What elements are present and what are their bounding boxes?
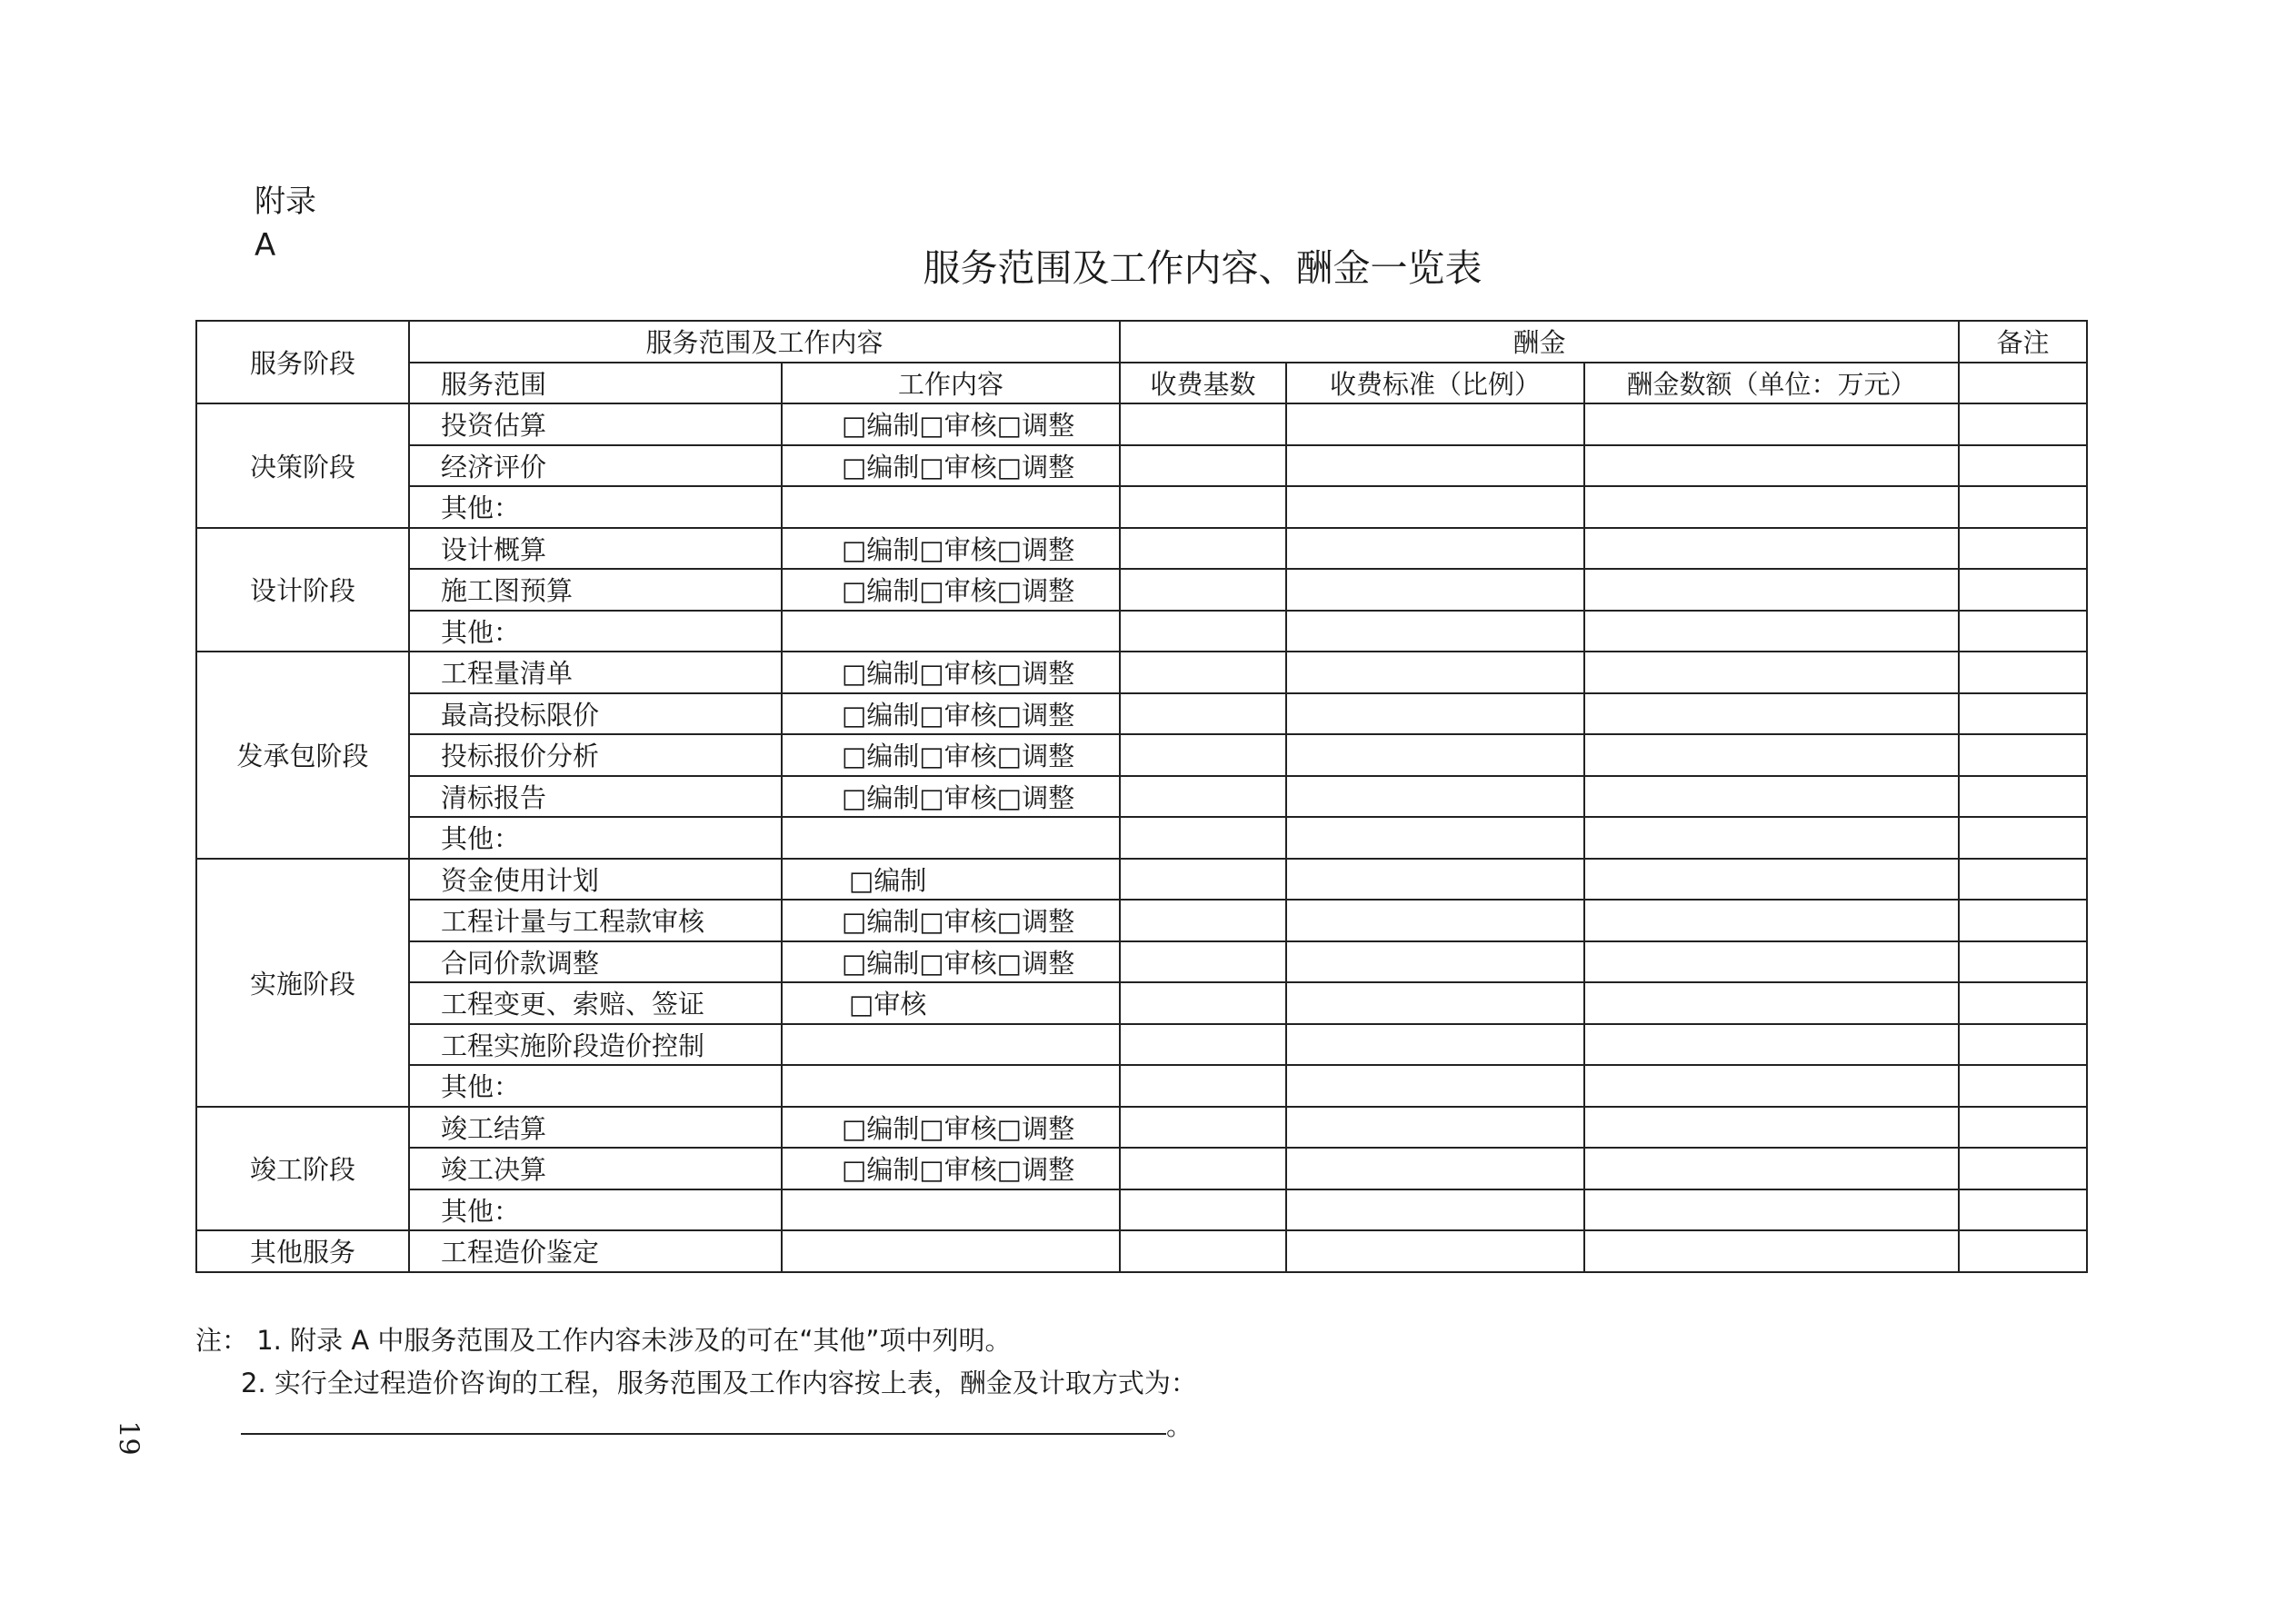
scope-cell: 资金使用计划 — [409, 859, 782, 901]
amount-cell[interactable] — [1584, 486, 1959, 528]
standard-cell[interactable] — [1286, 486, 1584, 528]
work-cell[interactable]: □编制□审核□调整 — [782, 652, 1120, 693]
amount-cell[interactable] — [1584, 1065, 1959, 1107]
amount-cell[interactable] — [1584, 900, 1959, 941]
standard-cell[interactable] — [1286, 611, 1584, 652]
fill-in-blank[interactable] — [241, 1408, 1166, 1435]
scope-cell: 其他： — [409, 611, 782, 652]
remark-cell[interactable] — [1959, 445, 2087, 487]
table-row — [196, 1107, 2087, 1149]
work-cell — [782, 1024, 1120, 1066]
table-row — [196, 1065, 2087, 1107]
base-cell[interactable] — [1120, 982, 1286, 1024]
base-cell[interactable] — [1120, 1024, 1286, 1066]
standard-cell[interactable] — [1286, 982, 1584, 1024]
remark-cell[interactable] — [1959, 528, 2087, 570]
table-row — [196, 1024, 2087, 1066]
base-cell[interactable] — [1120, 486, 1286, 528]
base-cell[interactable] — [1120, 941, 1286, 983]
fee-table-body — [196, 321, 2087, 1272]
notes — [195, 1319, 2104, 1448]
note-line-2 — [195, 1362, 2104, 1448]
base-cell[interactable] — [1120, 859, 1286, 901]
table-row — [196, 776, 2087, 818]
fee-table — [195, 320, 2088, 1273]
standard-cell[interactable] — [1286, 652, 1584, 693]
table-row — [196, 859, 2087, 901]
standard-cell[interactable] — [1286, 900, 1584, 941]
remark-cell[interactable] — [1959, 611, 2087, 652]
scope-cell: 施工图预算 — [409, 569, 782, 611]
amount-cell[interactable] — [1584, 569, 1959, 611]
scope-cell: 工程变更、索赔、签证 — [409, 982, 782, 1024]
base-cell[interactable] — [1120, 1189, 1286, 1231]
work-cell[interactable]: □编制□审核□调整 — [782, 445, 1120, 487]
base-cell[interactable] — [1120, 528, 1286, 570]
amount-cell[interactable] — [1584, 1230, 1959, 1272]
scope-cell: 合同价款调整 — [409, 941, 782, 983]
amount-cell[interactable] — [1584, 1189, 1959, 1231]
scope-cell: 投资估算 — [409, 403, 782, 445]
base-cell[interactable] — [1120, 817, 1286, 859]
work-cell[interactable]: □编制□审核□调整 — [782, 569, 1120, 611]
note-1: 1. 附录 A 中服务范围及工作内容未涉及的可在“其他”项中列明。 — [256, 1325, 1012, 1356]
stage-cell: 竣工阶段 — [196, 1107, 409, 1231]
note-2: 2. 实行全过程造价咨询的工程，服务范围及工作内容按上表，酬金及计取方式为： — [241, 1368, 1197, 1398]
standard-cell[interactable] — [1286, 941, 1584, 983]
amount-cell[interactable] — [1584, 445, 1959, 487]
work-cell[interactable]: □编制 — [782, 859, 1120, 901]
scope-cell: 最高投标限价 — [409, 693, 782, 735]
remark-cell[interactable] — [1959, 569, 2087, 611]
remark-cell[interactable] — [1959, 1024, 2087, 1066]
amount-cell[interactable] — [1584, 982, 1959, 1024]
remark-cell[interactable] — [1959, 982, 2087, 1024]
standard-cell[interactable] — [1286, 528, 1584, 570]
base-cell[interactable] — [1120, 900, 1286, 941]
work-cell[interactable]: □编制□审核□调整 — [782, 734, 1120, 776]
scope-cell: 其他： — [409, 1189, 782, 1231]
remark-cell[interactable] — [1959, 734, 2087, 776]
standard-cell[interactable] — [1286, 859, 1584, 901]
base-cell[interactable] — [1120, 776, 1286, 818]
remark-cell[interactable] — [1959, 652, 2087, 693]
work-cell — [782, 611, 1120, 652]
scope-cell: 清标报告 — [409, 776, 782, 818]
appendix-word: 附录 — [255, 184, 316, 220]
base-cell[interactable] — [1120, 1230, 1286, 1272]
work-cell — [782, 1065, 1120, 1107]
amount-cell[interactable] — [1584, 817, 1959, 859]
standard-cell[interactable] — [1286, 817, 1584, 859]
base-cell[interactable] — [1120, 445, 1286, 487]
work-cell[interactable]: □编制□审核□调整 — [782, 776, 1120, 818]
standard-cell[interactable] — [1286, 693, 1584, 735]
header-standard: 收费标准（比例） — [1286, 363, 1584, 404]
base-cell[interactable] — [1120, 611, 1286, 652]
remark-cell[interactable] — [1959, 1065, 2087, 1107]
remark-cell[interactable] — [1959, 693, 2087, 735]
table-row — [196, 1189, 2087, 1231]
table-row — [196, 403, 2087, 445]
base-cell[interactable] — [1120, 1065, 1286, 1107]
header-amount: 酬金数额（单位：万元） — [1584, 363, 1959, 404]
table-row — [196, 611, 2087, 652]
table-row — [196, 1148, 2087, 1189]
work-cell[interactable]: □编制□审核□调整 — [782, 900, 1120, 941]
table-row — [196, 445, 2087, 487]
standard-cell[interactable] — [1286, 1107, 1584, 1149]
base-cell[interactable] — [1120, 1148, 1286, 1189]
scope-cell: 工程量清单 — [409, 652, 782, 693]
standard-cell[interactable] — [1286, 776, 1584, 818]
standard-cell[interactable] — [1286, 403, 1584, 445]
stage-cell: 设计阶段 — [196, 528, 409, 652]
standard-cell[interactable] — [1286, 734, 1584, 776]
appendix-letter: A — [255, 227, 276, 264]
remark-cell[interactable] — [1959, 941, 2087, 983]
work-cell[interactable]: □编制□审核□调整 — [782, 403, 1120, 445]
scope-cell: 其他： — [409, 817, 782, 859]
amount-cell[interactable] — [1584, 1107, 1959, 1149]
amount-cell[interactable] — [1584, 1024, 1959, 1066]
remark-cell[interactable] — [1959, 403, 2087, 445]
amount-cell[interactable] — [1584, 941, 1959, 983]
table-row — [196, 652, 2087, 693]
note-2-end: 。 — [1166, 1410, 1193, 1441]
stage-cell: 实施阶段 — [196, 859, 409, 1107]
amount-cell[interactable] — [1584, 693, 1959, 735]
table-row — [196, 569, 2087, 611]
scope-cell: 其他： — [409, 486, 782, 528]
base-cell[interactable] — [1120, 693, 1286, 735]
work-cell[interactable]: □编制□审核□调整 — [782, 941, 1120, 983]
header-scope: 服务范围 — [409, 363, 782, 404]
note-label: 注： — [195, 1325, 249, 1356]
header-row-2 — [196, 363, 2087, 404]
work-cell — [782, 486, 1120, 528]
scope-cell: 竣工决算 — [409, 1148, 782, 1189]
table-row — [196, 486, 2087, 528]
amount-cell[interactable] — [1584, 528, 1959, 570]
scope-cell: 其他： — [409, 1065, 782, 1107]
scope-cell: 工程实施阶段造价控制 — [409, 1024, 782, 1066]
table-row — [196, 817, 2087, 859]
work-cell[interactable]: □编制□审核□调整 — [782, 1107, 1120, 1149]
work-cell[interactable]: □审核 — [782, 982, 1120, 1024]
header-fee-group: 酬金 — [1120, 321, 1959, 363]
page-number: 19 — [112, 1420, 145, 1456]
table-row — [196, 941, 2087, 983]
scope-cell: 竣工结算 — [409, 1107, 782, 1149]
table-row — [196, 734, 2087, 776]
scope-cell: 工程计量与工程款审核 — [409, 900, 782, 941]
amount-cell[interactable] — [1584, 403, 1959, 445]
table-row — [196, 1230, 2087, 1272]
remark-cell[interactable] — [1959, 859, 2087, 901]
standard-cell[interactable] — [1286, 1148, 1584, 1189]
remark-cell[interactable] — [1959, 1107, 2087, 1149]
scope-cell: 工程造价鉴定 — [409, 1230, 782, 1272]
remark-cell[interactable] — [1959, 776, 2087, 818]
header-stage: 服务阶段 — [196, 321, 409, 403]
amount-cell[interactable] — [1584, 1148, 1959, 1189]
stage-cell: 其他服务 — [196, 1230, 409, 1272]
standard-cell[interactable] — [1286, 445, 1584, 487]
header-base: 收费基数 — [1120, 363, 1286, 404]
header-remark: 备注 — [1959, 321, 2087, 363]
amount-cell[interactable] — [1584, 734, 1959, 776]
work-cell — [782, 1189, 1120, 1231]
base-cell[interactable] — [1120, 734, 1286, 776]
base-cell[interactable] — [1120, 652, 1286, 693]
remark-cell[interactable] — [1959, 900, 2087, 941]
amount-cell[interactable] — [1584, 776, 1959, 818]
scope-cell: 投标报价分析 — [409, 734, 782, 776]
note-line-1 — [195, 1319, 2104, 1362]
table-row — [196, 693, 2087, 735]
header-remark-blank — [1959, 363, 2087, 404]
scope-cell: 设计概算 — [409, 528, 782, 570]
header-work: 工作内容 — [782, 363, 1120, 404]
standard-cell[interactable] — [1286, 1189, 1584, 1231]
work-cell[interactable]: □编制□审核□调整 — [782, 1148, 1120, 1189]
header-scope-group: 服务范围及工作内容 — [409, 321, 1120, 363]
table-row — [196, 528, 2087, 570]
amount-cell[interactable] — [1584, 611, 1959, 652]
standard-cell[interactable] — [1286, 1024, 1584, 1066]
standard-cell[interactable] — [1286, 569, 1584, 611]
table-row — [196, 982, 2087, 1024]
work-cell[interactable]: □编制□审核□调整 — [782, 693, 1120, 735]
work-cell — [782, 817, 1120, 859]
base-cell[interactable] — [1120, 1107, 1286, 1149]
work-cell[interactable]: □编制□审核□调整 — [782, 528, 1120, 570]
standard-cell[interactable] — [1286, 1065, 1584, 1107]
remark-cell[interactable] — [1959, 1189, 2087, 1231]
stage-cell: 发承包阶段 — [196, 652, 409, 859]
amount-cell[interactable] — [1584, 859, 1959, 901]
amount-cell[interactable] — [1584, 652, 1959, 693]
standard-cell[interactable] — [1286, 1230, 1584, 1272]
remark-cell[interactable] — [1959, 486, 2087, 528]
remark-cell[interactable] — [1959, 1148, 2087, 1189]
stage-cell: 决策阶段 — [196, 403, 409, 528]
remark-cell[interactable] — [1959, 817, 2087, 859]
base-cell[interactable] — [1120, 403, 1286, 445]
table-row — [196, 900, 2087, 941]
scope-cell: 经济评价 — [409, 445, 782, 487]
header-row-1 — [196, 321, 2087, 363]
work-cell — [782, 1230, 1120, 1272]
base-cell[interactable] — [1120, 569, 1286, 611]
remark-cell[interactable] — [1959, 1230, 2087, 1272]
page-title: 服务范围及工作内容、酬金一览表 — [923, 246, 1482, 290]
